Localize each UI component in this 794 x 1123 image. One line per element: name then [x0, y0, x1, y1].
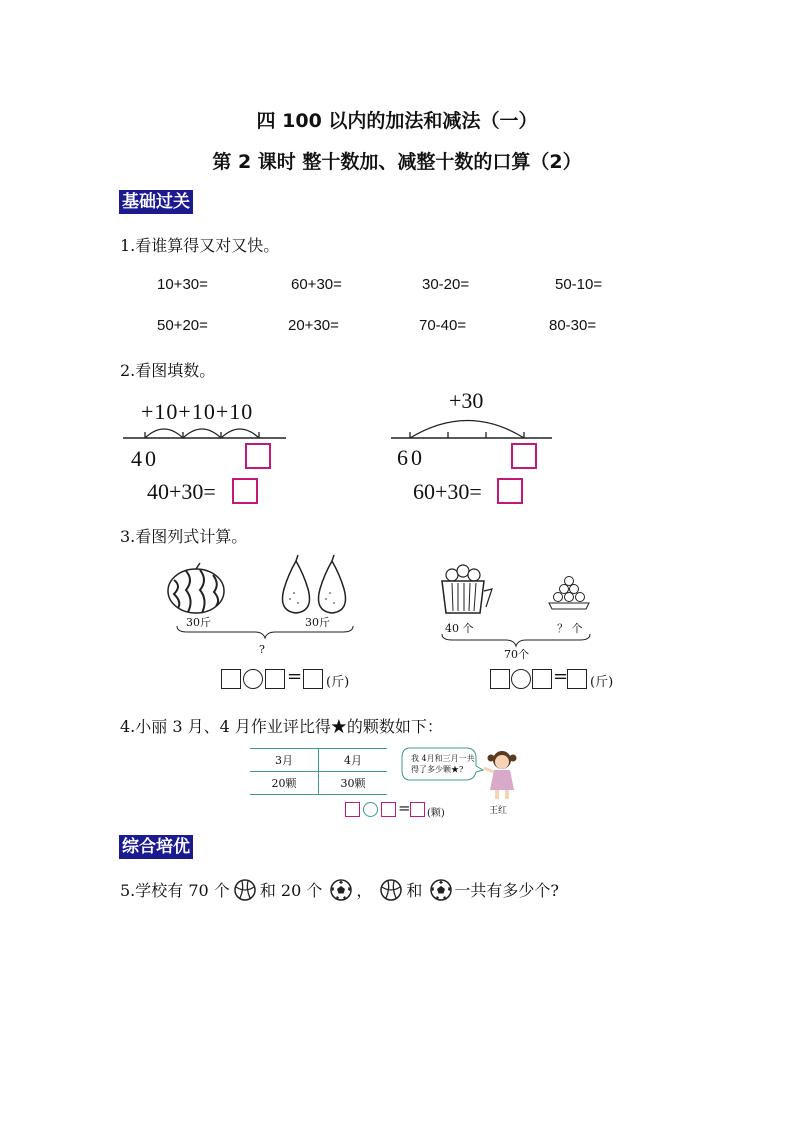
girl-icon: [482, 748, 522, 802]
q5-text-part2: 和 20 个: [259, 881, 323, 900]
volleyball-icon: [232, 879, 258, 901]
q1-expr-1: 10+30=: [157, 276, 208, 293]
question-2-text: 2.看图填数。: [120, 361, 216, 380]
q4-table-value-march: 20颗: [250, 772, 319, 795]
q2-left-start: 40: [131, 446, 159, 471]
q4-operator-circle[interactable]: [363, 802, 378, 817]
q3-left-brace: [175, 624, 355, 640]
q5-text-part4: 和: [406, 881, 423, 900]
q3-right-total: 70个: [504, 648, 529, 661]
question-4-text: 4.小丽 3 月、4 月作业评比得★的颗数如下：: [120, 717, 443, 736]
q1-expr-6: 20+30=: [288, 317, 339, 334]
q2-left-jumps: +10+10+10: [141, 399, 254, 424]
q2-right-number-line: [388, 408, 558, 440]
q1-expr-7: 70-40=: [419, 317, 467, 334]
q1-expr-5: 50+20=: [157, 317, 208, 334]
q2-right-result-box[interactable]: [497, 478, 523, 504]
q2-right-start: 60: [397, 445, 425, 470]
q3-left-unit: (斤): [326, 675, 350, 690]
pears-icon: [274, 553, 354, 617]
q3-left-box-1[interactable]: [221, 669, 241, 689]
q4-result-box[interactable]: [410, 802, 425, 817]
q3-left-label-b: 30斤: [305, 616, 330, 629]
q3-right-equals: =: [553, 666, 569, 687]
q4-speech-bubble: 我 4月和三月一共得了多少颗★?: [411, 754, 475, 774]
q3-right-result-box[interactable]: [567, 669, 587, 689]
q1-expr-8: 80-30=: [549, 317, 597, 334]
q4-table-header-april: 4月: [319, 749, 388, 772]
q3-left-box-2[interactable]: [265, 669, 285, 689]
q3-right-unit: (斤): [590, 675, 614, 690]
q3-right-box-2[interactable]: [532, 669, 552, 689]
question-1-text: 1.看谁算得又对又快。: [120, 236, 280, 255]
lesson-title: 第 2 课时 整十数加、减整十数的口算（2）: [212, 151, 582, 173]
chapter-title: 四 100 以内的加法和减法（一）: [256, 110, 538, 132]
section-tag-basic: 基础过关: [119, 190, 193, 214]
q4-star-table: [250, 748, 387, 795]
q1-expr-4: 50-10=: [555, 276, 603, 293]
q4-box-2[interactable]: [381, 802, 396, 817]
q1-expr-2: 60+30=: [291, 276, 342, 293]
q3-left-result-box[interactable]: [303, 669, 323, 689]
section-tag-advanced: 综合培优: [119, 835, 193, 859]
soccer-ball-icon: [328, 879, 354, 901]
q2-right-jump: +30: [449, 388, 484, 413]
soccer-ball-icon: [428, 879, 454, 901]
q2-right-equation: 60+30=: [413, 479, 482, 504]
q3-right-operator-circle[interactable]: [511, 669, 531, 689]
q2-left-answer-box[interactable]: [245, 443, 271, 469]
q4-table-header-march: 3月: [250, 749, 319, 772]
fruit-pile-icon: [546, 573, 592, 613]
q3-left-question: ?: [259, 643, 265, 656]
fruit-basket-icon: [436, 561, 494, 615]
q3-left-equals: =: [287, 666, 303, 687]
q3-left-operator-circle[interactable]: [243, 669, 263, 689]
q3-left-label-a: 30斤: [186, 616, 211, 629]
q5-text-part3: ，: [356, 881, 373, 900]
q1-expr-3: 30-20=: [422, 276, 470, 293]
q3-right-box-1[interactable]: [490, 669, 510, 689]
q4-equals: =: [398, 799, 411, 817]
q5-text-part5: 一共有多少个?: [454, 881, 559, 900]
q4-box-1[interactable]: [345, 802, 360, 817]
q3-right-label-b: ？ 个: [557, 622, 583, 635]
q2-left-result-box[interactable]: [232, 478, 258, 504]
q4-unit: (颗): [427, 808, 445, 819]
q2-left-equation: 40+30=: [147, 479, 216, 504]
question-5-text: [120, 878, 559, 901]
question-3-text: 3.看图列式计算。: [120, 527, 248, 546]
q2-right-answer-box[interactable]: [511, 443, 537, 469]
watermelon-icon: [160, 560, 232, 616]
volleyball-icon: [378, 879, 404, 901]
q4-table-value-april: 30颗: [319, 772, 388, 795]
q3-right-label-a: 40 个: [445, 622, 474, 635]
q4-character-name: 王红: [489, 806, 508, 816]
q5-text-part1: 5.学校有 70 个: [120, 881, 230, 900]
